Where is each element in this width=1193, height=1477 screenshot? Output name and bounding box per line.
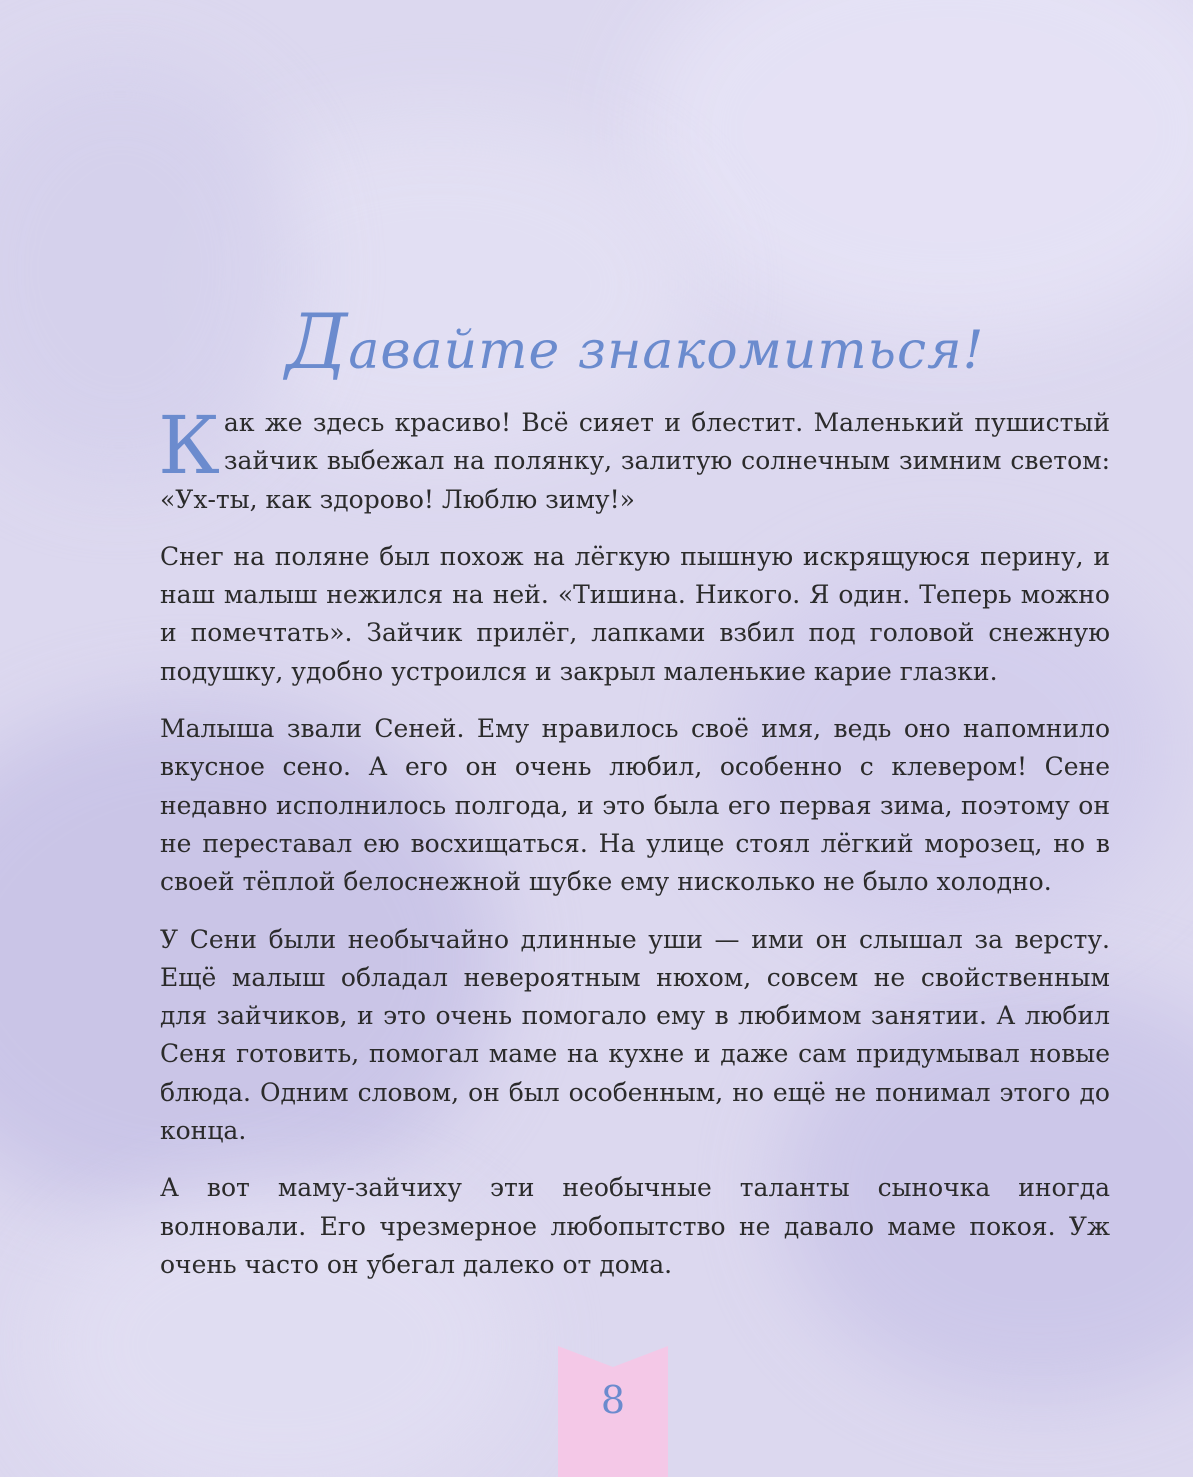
paragraph-1-text: ак же здесь красиво! Всё сияет и блестит. Маленький пушистый зайчик выбежал на полянку, залитую солнечным зимним светом: «Ух-ты, как здорово! Люблю зиму!»	[160, 408, 1110, 514]
paragraph-2: Снег на поляне был похож на лёгкую пышную искрящуюся перину, и наш малыш нежился на ней. «Тишина. Никого. Я один. Теперь можно и помечтать». Зайчик прилёг, лапками взбил под головой снежную подушку, удобно устроился и закрыл маленькие карие глазки.	[160, 541, 1110, 686]
paragraph-5: А вот маму-зайчиху эти необычные таланты сыночка иногда волновали. Его чрезмерное любопытство не давало маме покоя. Уж очень часто он убегал далеко от дома.	[160, 1173, 1110, 1279]
paragraph-3: Малыша звали Сеней. Ему нравилось своё имя, ведь оно напомнило вкусное сено. А его он очень любил, особенно с клевером! Сене недавно исполнилось полгода, и это была его первая зима, поэтому он не переставал ею восхищаться. На улице стоял лёгкий морозец, но в своей тёплой белоснежной шубке ему нисколько не было холодно.	[160, 714, 1110, 897]
paragraph-4: У Сени были необычайно длинные уши — ими он слышал за версту. Ещё малыш обладал невероятным нюхом, совсем не свойственным для зайчиков, и это очень помогало ему в любимом занятии. А любил Сеня готовить, помогал маме на кухне и даже сам придумывал новые блюда. Одним словом, он был особенным, но ещё не понимал этого до конца.	[160, 924, 1110, 1146]
page-number: 8	[600, 1378, 626, 1422]
chapter-title-rest: авайте знакомиться!	[348, 321, 985, 381]
drop-cap: К	[158, 399, 220, 492]
paragraph-1	[158, 399, 1110, 519]
watercolor-patch	[640, 0, 1193, 340]
chapter-title-initial: Д	[285, 297, 349, 386]
story-text	[158, 399, 1110, 1303]
chapter-title	[160, 292, 1110, 401]
